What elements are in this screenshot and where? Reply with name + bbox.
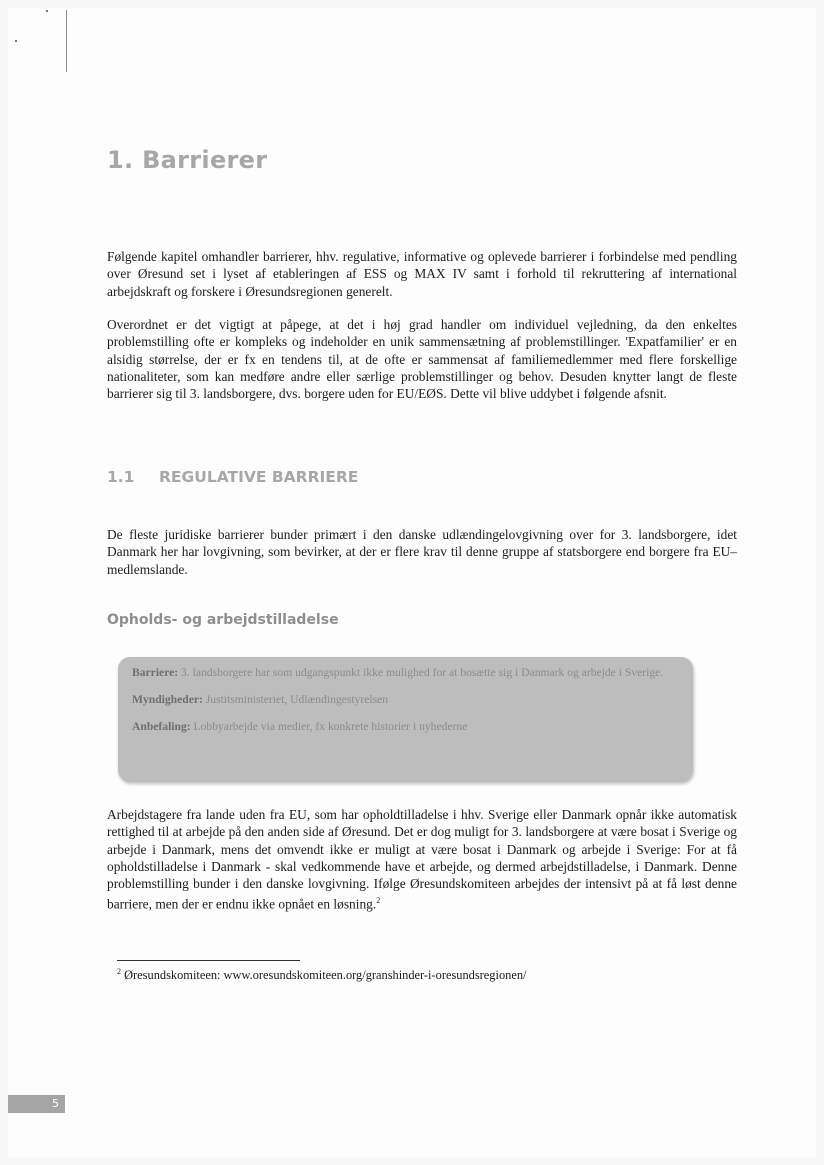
callout-authority [132, 693, 679, 707]
chapter-title: 1. Barrierer [107, 146, 268, 174]
section-title: REGULATIVE BARRIERE [159, 468, 359, 486]
subsection-paragraph-text: Arbejdstagere fra lande uden fra EU, som har opholdtilladelse i hhv. Sverige eller Danmark opnår ikke automatisk rettighed til at arbejde på den anden side af Øresund. Det er dog muligt for 3. landsborgere at være bosat i Sverige og arbejde i Danmark, mens det omvendt ikke er muligt at være bosat i Danmark og arbejde i Sverige: For at få opholdstilladelse i Danmark - skal vedkommende have et arbejde, og dermed arbejdstilladelse, i Danmark. Denne problemstilling bunder i den danske lovgivning. Ifølge Øresundskomiteen arbejdes der intensivt på at få løst denne barriere, men der er endnu ikke opnået en løsning. [107, 807, 737, 912]
intro-paragraph-1: Følgende kapitel omhandler barrierer, hhv. regulative, informative og oplevede barrierer i forbindelse med pendling over Øresund set i lyset af etableringen af ESS og MAX IV samt i forhold til rekruttering af international arbejdskraft og forskere i Øresundsregionen generelt. [107, 249, 737, 299]
document-page [8, 8, 816, 1157]
callout-authority-text: Justitsministeriet, Udlændingestyrelsen [205, 693, 389, 707]
callout-recommendation-text: Lobbyarbejde via medier, fx konkrete historier i nyhederne [193, 720, 468, 734]
subsection-paragraph [107, 806, 737, 913]
footnote-reference[interactable]: 2 [376, 896, 381, 906]
subsection-title: Opholds- og arbejdstilladelse [107, 612, 339, 628]
callout-barrier [132, 666, 679, 680]
callout-authority-label: Myndigheder: [132, 693, 203, 707]
section-paragraph: De fleste juridiske barrierer bunder primært i den danske udlændingelovgivning over for 3. landsborgere, idet Danmark her har lovgivning, som bevirker, at der er flere krav til denne gruppe af statsborgere end borgere fra EU–medlemslande. [107, 527, 737, 577]
callout-recommendation-label: Anbefaling: [132, 720, 191, 734]
footnote-marker: 2 [117, 967, 121, 976]
section-number: 1.1 [107, 468, 135, 486]
page-number: 5 [8, 1095, 65, 1113]
scan-speck [46, 10, 48, 12]
footnote-text: Øresundskomiteen: www.oresundskomiteen.org/granshinder-i-oresundsregionen/ [124, 968, 527, 983]
footnote-divider [117, 960, 300, 961]
footnote [117, 967, 526, 983]
barrier-callout-box [118, 657, 693, 782]
scan-speck [15, 40, 17, 42]
intro-paragraph-2: Overordnet er det vigtigt at påpege, at det i høj grad handler om individuel vejledning, da den enkeltes problemstilling ofte er kompleks og indeholder en unik sammensætning af problemstillinger. 'Expatfamilier' er en alsidig størrelse, der er fx en tendens til, at de ofte er sammensat af familiemedlemmer med flere forskellige nationaliteter, som kan medføre andre eller særlige problemstillinger og behov. Desuden knytter langt de fleste barrierer sig til 3. landsborgere, dvs. borgere uden for EU/EØS. Dette vil blive uddybet i følgende afsnit. [107, 317, 737, 402]
callout-barrier-text: 3. landsborgere har som udgangspunkt ikke mulighed for at bosætte sig i Danmark og arbejde i Sverige. [181, 666, 664, 679]
section-heading [107, 468, 358, 486]
scan-margin-line [66, 10, 67, 72]
callout-barrier-label: Barriere: [132, 666, 179, 679]
callout-recommendation [132, 720, 679, 734]
